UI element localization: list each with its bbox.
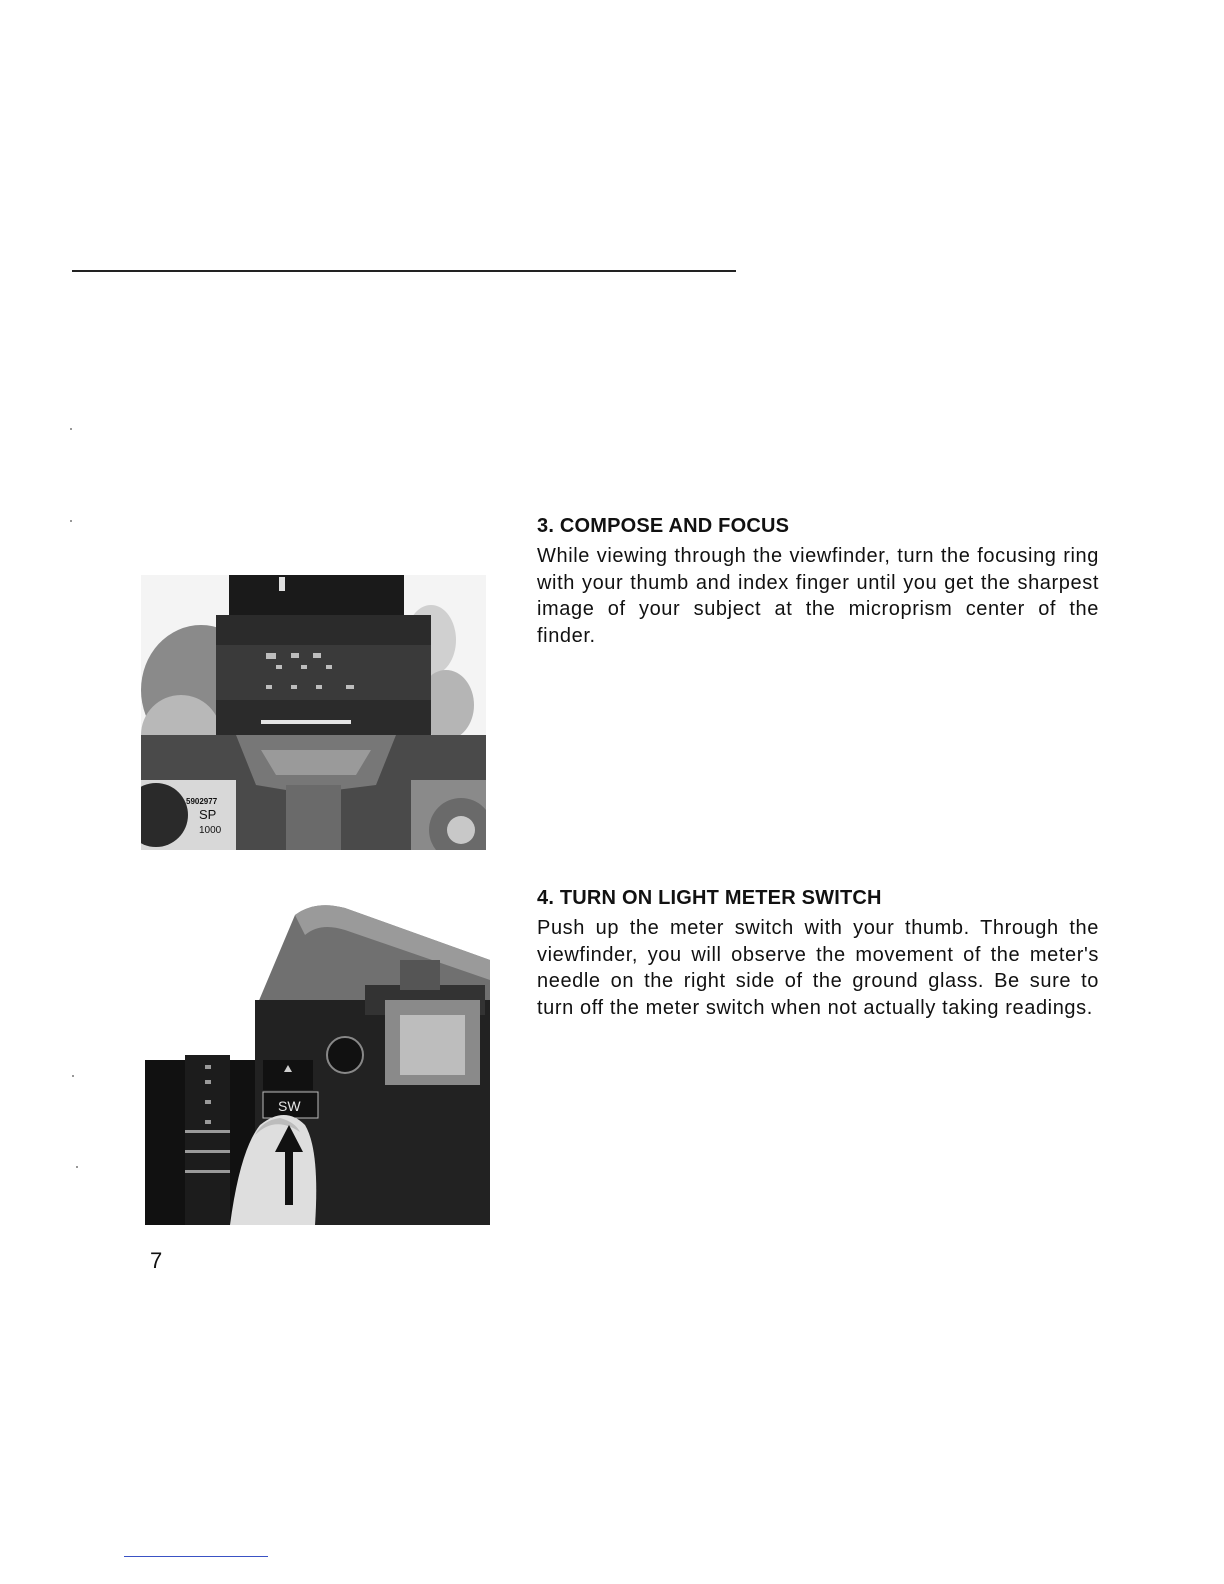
- camera-focus-illustration: [141, 575, 486, 850]
- scan-speck: [70, 428, 72, 430]
- scan-speck: [70, 520, 72, 522]
- section-light-meter-switch: [537, 885, 1099, 1021]
- serial-number: 5902977: [186, 797, 218, 806]
- section-heading: 3. COMPOSE AND FOCUS: [537, 515, 790, 537]
- footer-rule: [124, 1556, 268, 1557]
- section-heading: 4. TURN ON LIGHT METER SWITCH: [537, 887, 882, 909]
- page-number: 7: [150, 1248, 163, 1273]
- section-body: Push up the meter switch with your thumb. Through the viewfinder, you will observe the movement of the meter's needle on the right side of the ground glass. Be sure to turn off the meter switch when not actually taking readings.: [537, 917, 1099, 1019]
- model-badge: SP: [199, 807, 217, 822]
- model-badge-sub: 1000: [199, 825, 222, 836]
- section-body: While viewing through the viewfinder, turn the focusing ring with your thumb and index finger until you get the sharpest image of your subject at the microprism center of the finder.: [537, 545, 1099, 647]
- scan-speck: [72, 1075, 74, 1077]
- header-rule: [72, 270, 736, 272]
- switch-label: SW: [278, 1098, 301, 1114]
- photo-meter-switch: [145, 900, 490, 1225]
- photo-compose-focus: [141, 575, 486, 850]
- scan-speck: [76, 1166, 78, 1168]
- section-compose-focus: [537, 513, 1099, 649]
- meter-switch-illustration: [145, 900, 490, 1225]
